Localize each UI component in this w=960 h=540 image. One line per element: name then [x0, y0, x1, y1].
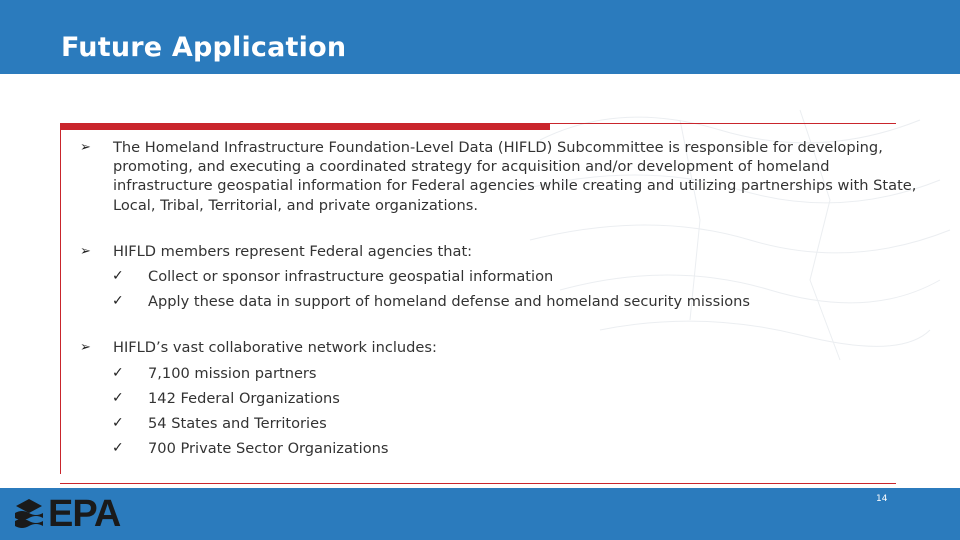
slide-title: Future Application — [61, 32, 347, 63]
bullet-text: The Homeland Infrastructure Foundation-Level Data (HIFLD) Subcommittee is responsible for developing, promoting, and executing a coordinated strategy for acquisition and/or development of homeland infrastructure geospatial information for Federal agencies while creating and utilizing partnerships with State, Local, Tribal, Territorial, and private organizations. — [113, 139, 917, 214]
bullet-item — [80, 338, 920, 357]
checkmark-icon: ✓ — [112, 268, 124, 285]
checkmark-icon: ✓ — [112, 389, 124, 406]
arrow-bullet-icon: ➢ — [80, 140, 91, 155]
title-bar — [0, 0, 960, 74]
epa-emblem-icon — [12, 497, 46, 531]
sub-item — [80, 364, 920, 383]
sub-item — [80, 389, 920, 408]
bullet-item — [80, 242, 920, 261]
bullet-text: HIFLD members represent Federal agencies that: — [113, 242, 473, 260]
page-number: 14 — [876, 494, 888, 504]
checkmark-icon: ✓ — [112, 440, 124, 457]
red-accent-bar — [60, 123, 550, 130]
sub-item-text: Apply these data in support of homeland defense and homeland security missions — [148, 293, 751, 311]
sub-item — [80, 414, 920, 433]
checkmark-icon: ✓ — [112, 415, 124, 432]
checkmark-icon: ✓ — [112, 364, 124, 381]
bullet-text: HIFLD’s vast collaborative network includes: — [113, 339, 437, 357]
sub-item — [80, 292, 920, 311]
epa-logo — [12, 495, 120, 533]
sub-item — [80, 439, 920, 458]
epa-logo-text: EPA — [48, 493, 121, 535]
bullet-list — [80, 138, 920, 458]
top-divider — [550, 123, 896, 124]
sub-item-text: 700 Private Sector Organizations — [148, 440, 389, 458]
sub-item-text: 7,100 mission partners — [148, 364, 317, 382]
sub-item — [80, 267, 920, 286]
arrow-bullet-icon: ➢ — [80, 243, 91, 259]
sub-item-text: 54 States and Territories — [148, 415, 327, 433]
footer-bar — [0, 488, 960, 540]
left-divider — [60, 130, 61, 474]
sub-item-text: Collect or sponsor infrastructure geospatial information — [148, 268, 554, 286]
bullet-item — [80, 138, 920, 215]
arrow-bullet-icon: ➢ — [80, 340, 91, 356]
sub-item-text: 142 Federal Organizations — [148, 389, 340, 407]
bottom-divider — [60, 483, 896, 484]
checkmark-icon: ✓ — [112, 293, 124, 310]
